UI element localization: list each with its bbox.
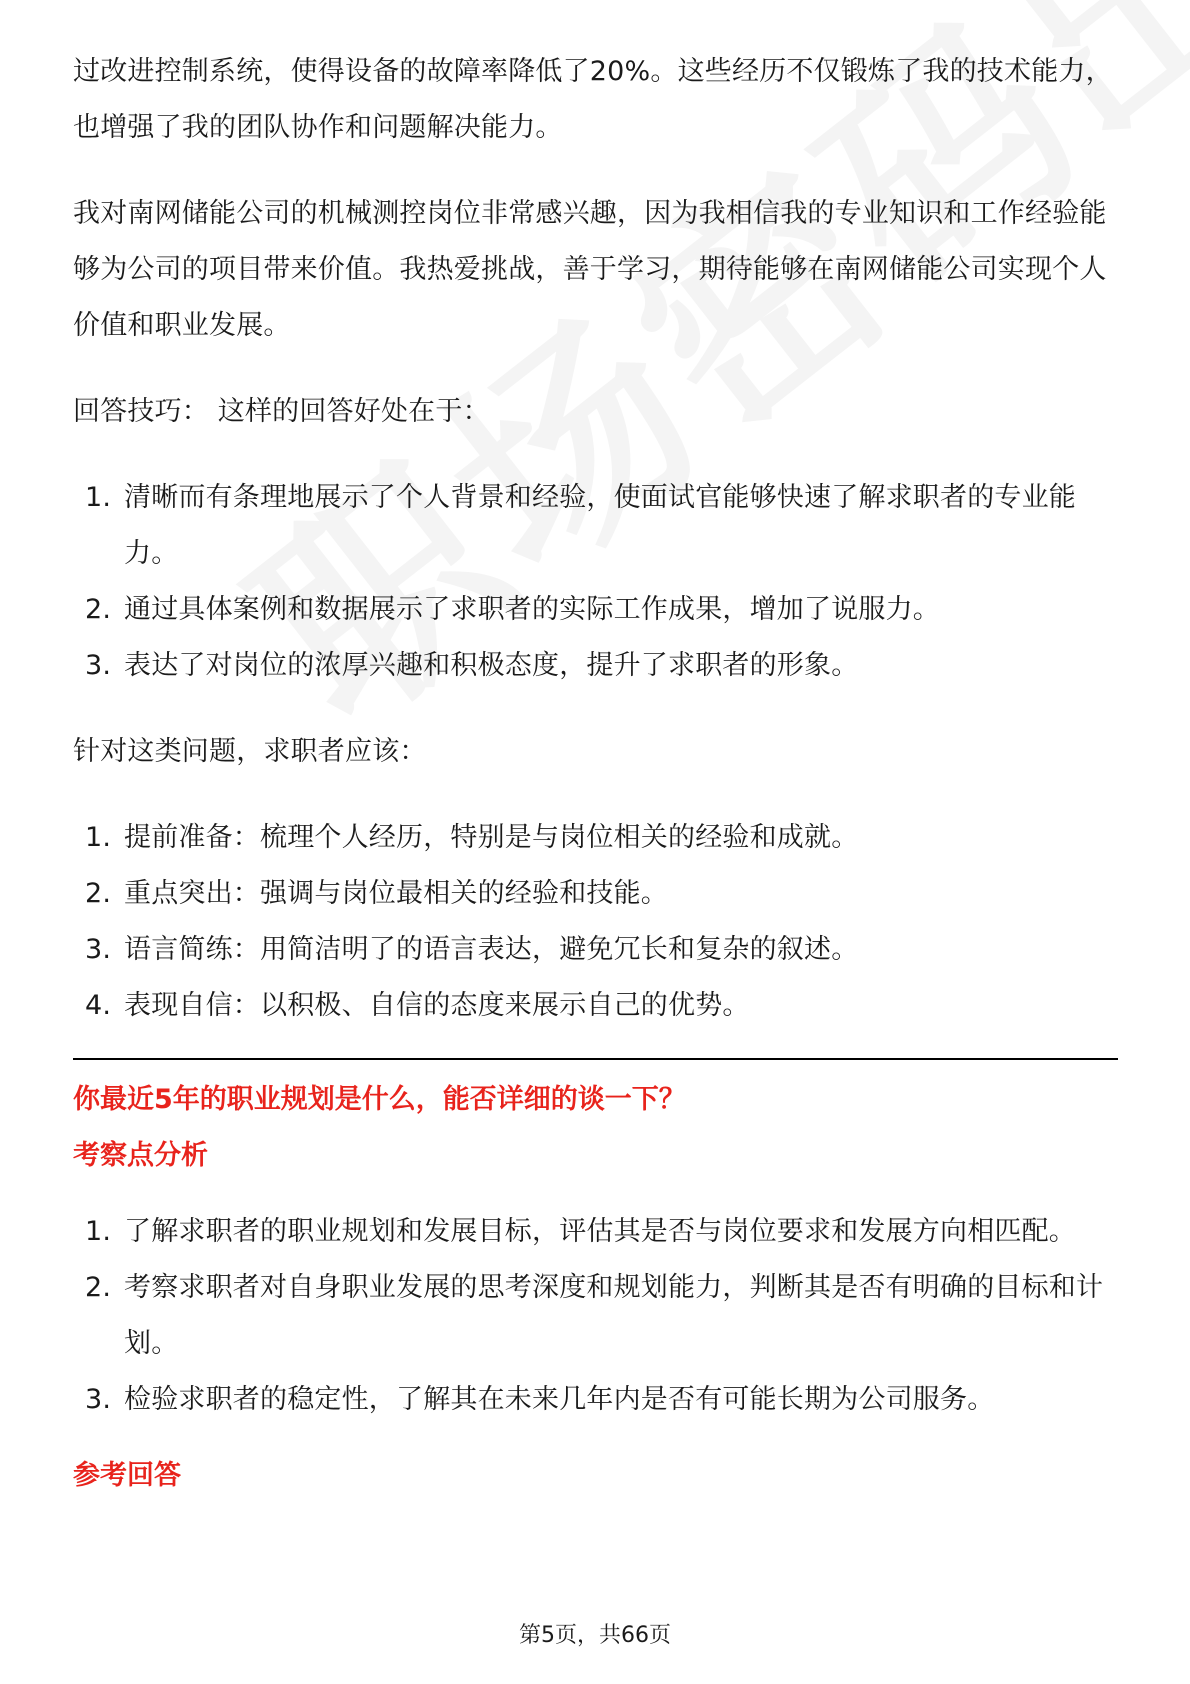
should-list [73,810,1119,1034]
list-item: 1. 提前准备：梳理个人经历，特别是与岗位相关的经验和成就。 [85,822,859,853]
analysis-heading: 考察点分析 [73,1140,208,1171]
page-number: 第5页，共66页 [519,1623,671,1648]
document-page [73,44,1119,1494]
list-item: 1. 清晰而有条理地展示了个人背景和经验，使面试官能够快速了解求职者的专业能力。 [85,482,1076,569]
list-item: 2. 重点突出：强调与岗位最相关的经验和技能。 [85,878,668,909]
list-item: 4. 表现自信：以积极、自信的态度来展示自己的优势。 [85,990,750,1021]
paragraph-experience: 过改进控制系统，使得设备的故障率降低了20%。这些经历不仅锻炼了我的技术能力，也增强了我的团队协作和问题解决能力。 [73,56,1113,143]
list-item: 3. 表达了对岗位的浓厚兴趣和积极态度，提升了求职者的形象。 [85,650,859,681]
tips-intro: 回答技巧： 这样的回答好处在于： [73,396,490,427]
answer-heading: 参考回答 [73,1460,181,1491]
should-intro: 针对这类问题，求职者应该： [73,736,427,767]
question-heading: 你最近5年的职业规划是什么，能否详细的谈一下？ [73,1084,686,1115]
list-item: 3. 语言简练：用简洁明了的语言表达，避免冗长和复杂的叙述。 [85,934,859,965]
list-item: 2. 考察求职者对自身职业发展的思考深度和规划能力，判断其是否有明确的目标和计划。 [85,1272,1104,1359]
list-item: 3. 检验求职者的稳定性，了解其在未来几年内是否有可能长期为公司服务。 [85,1384,995,1415]
list-item: 2. 通过具体案例和数据展示了求职者的实际工作成果，增加了说服力。 [85,594,940,625]
tips-list [73,470,1119,694]
analysis-list [73,1204,1119,1428]
list-item: 1. 了解求职者的职业规划和发展目标，评估其是否与岗位要求和发展方向相匹配。 [85,1216,1076,1247]
paragraph-interest: 我对南网储能公司的机械测控岗位非常感兴趣，因为我相信我的专业知识和工作经验能够为公司的项目带来价值。我热爱挑战，善于学习，期待能够在南网储能公司实现个人价值和职业发展。 [73,198,1107,341]
section-divider [73,1058,1118,1060]
